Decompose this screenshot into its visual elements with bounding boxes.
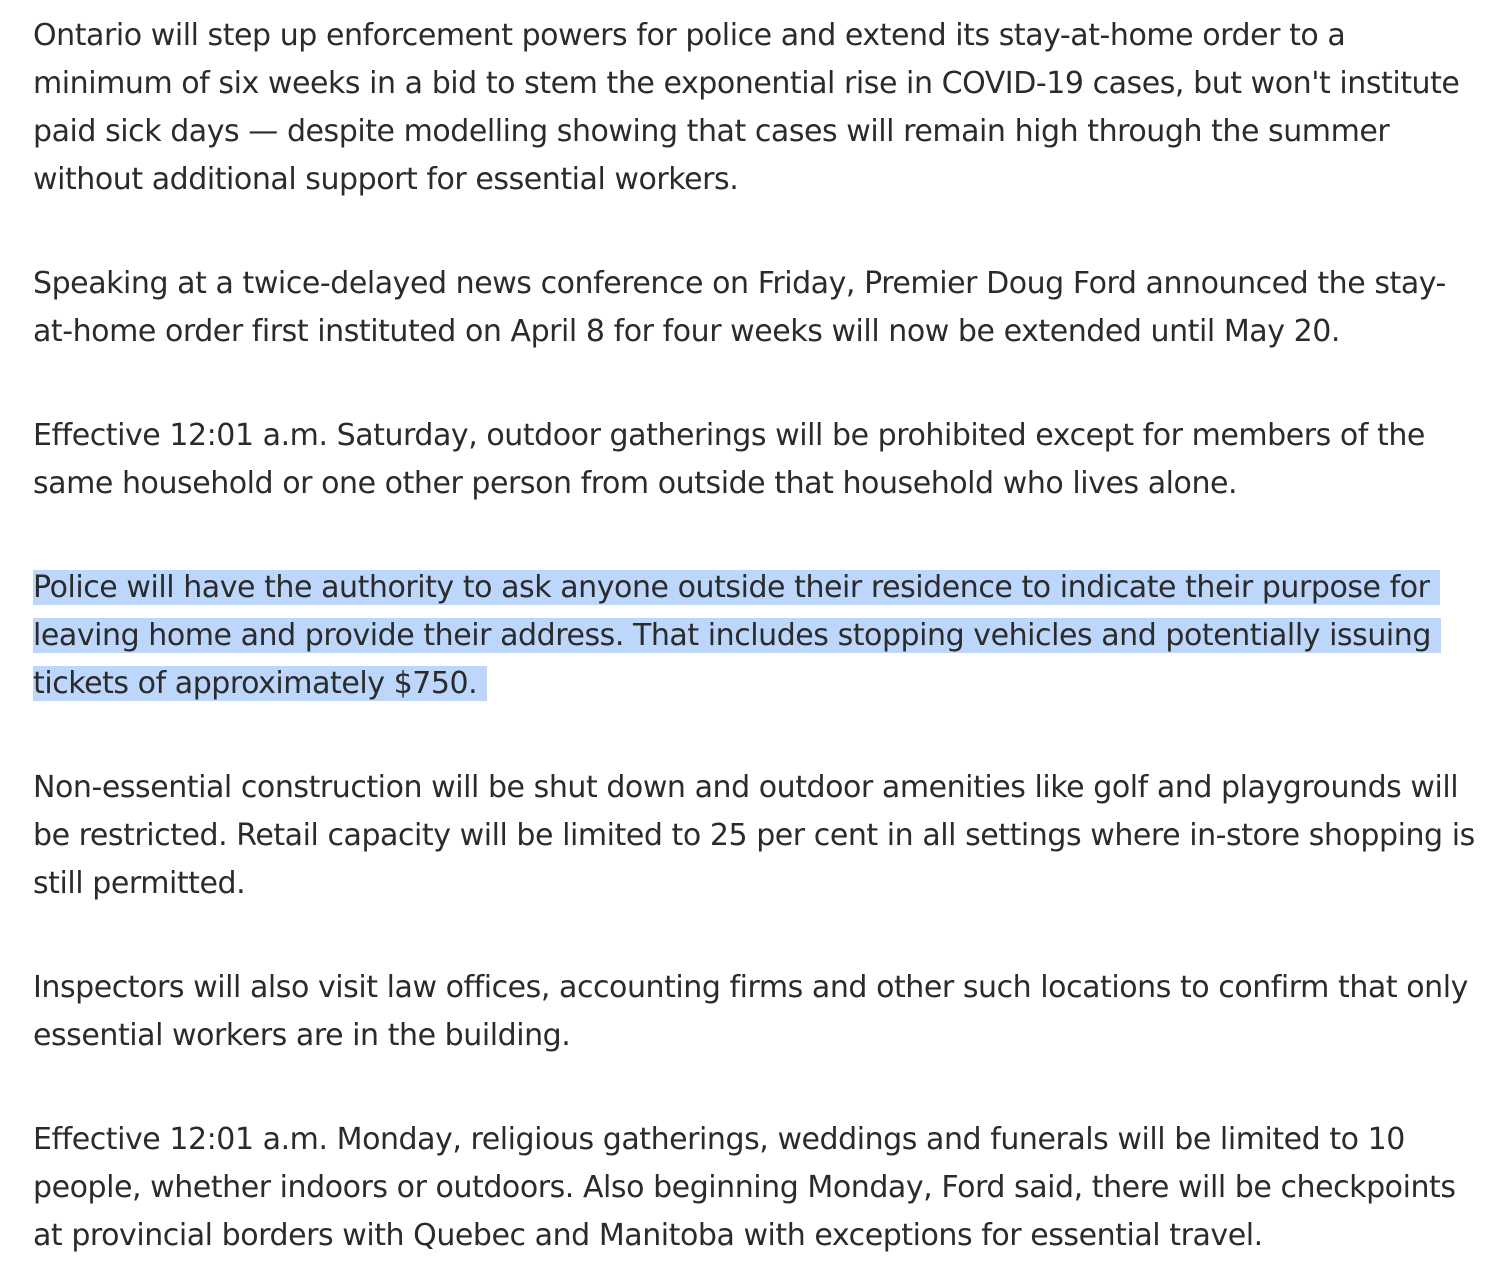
paragraph-inspectors: Inspectors will also visit law offices, accounting firms and other such locations to confirm that only essential workers are in the building. [33, 970, 1468, 1053]
paragraph-stay-at-home-extension: Ontario will step up enforcement powers for police and extend its stay-at-home order to a minimum of six weeks in a bid to stem the exponential rise in COVID-19 cases, but won't institute paid sick days — despite modelling showing that cases will remain high through the summer without additional support for essential workers. [33, 18, 1460, 197]
paragraph-construction-retail: Non-essential construction will be shut down and outdoor amenities like golf and playgrounds will be restricted. Retail capacity will be limited to 25 per cent in all settings where in-store shopping is still permitted. [33, 770, 1475, 901]
paragraph-religious-gatherings-borders: Effective 12:01 a.m. Monday, religious gatherings, weddings and funerals will be limited to 10 people, whether indoors or outdoors. Also beginning Monday, Ford said, there will be checkpoints at provincial borders with Quebec and Manitoba with exceptions for essential travel. [33, 1122, 1456, 1253]
selected-text-highlight[interactable]: Police will have the authority to ask anyone outside their residence to indicate their purpose for leaving home and provide their address. That includes stopping vehicles and potentially issuing tickets of approximately $750. [33, 570, 1441, 701]
paragraph-police-authority-selected[interactable] [33, 564, 1483, 708]
paragraph-news-conference: Speaking at a twice-delayed news conference on Friday, Premier Doug Ford announced the stay-at-home order first instituted on April 8 for four weeks will now be extended until May 20. [33, 266, 1446, 349]
paragraph-outdoor-gatherings: Effective 12:01 a.m. Saturday, outdoor gatherings will be prohibited except for members of the same household or one other person from outside that household who lives alone. [33, 418, 1425, 501]
